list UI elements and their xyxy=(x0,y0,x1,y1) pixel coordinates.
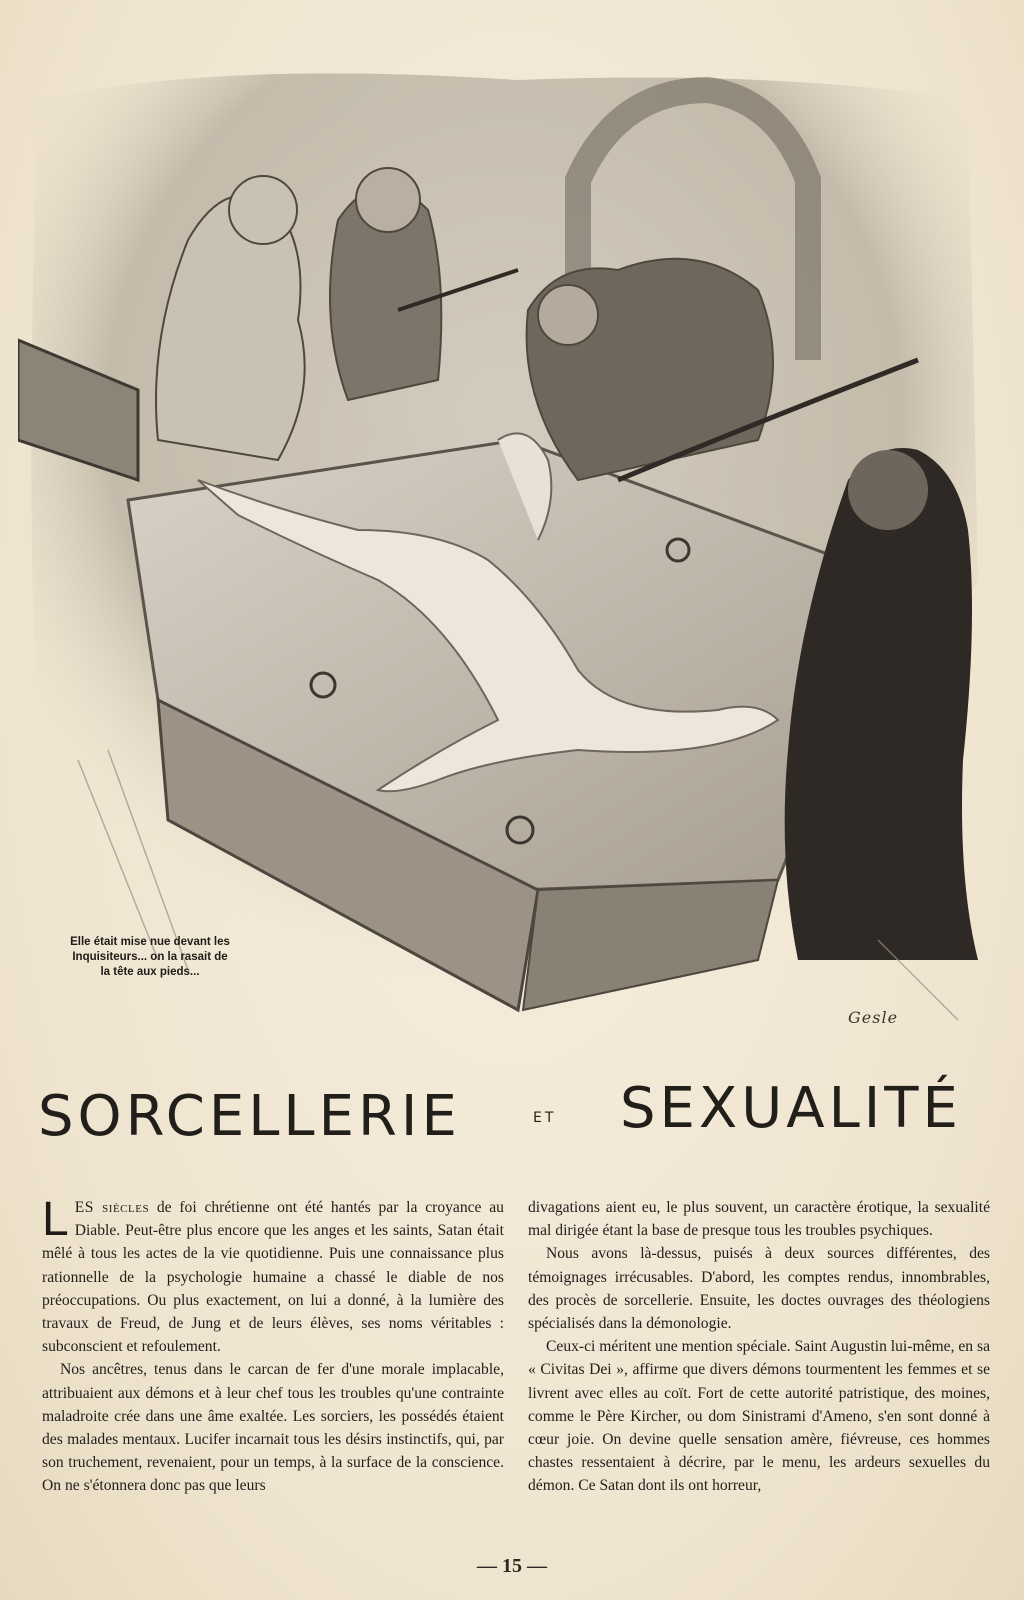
paragraph-text: de foi chrétienne ont été hantés par la croyance au Diable. Peut-être plus encore que les anges et les saints, Satan était mêlé à tous les actes de la vie quotidienne. Puis une connaissance plus rationnelle de la psychologie humaine a chassé le diable de nos préoccupations. Ou plus exactement, on lui a donné, à la lumière des travaux de Freud, de Jung et de leurs élèves, ses noms véritables : subconscient et refoulement. xyxy=(42,1199,504,1356)
title-word-sorcellerie: SORCELLERIE xyxy=(38,1084,461,1149)
paragraph: Nos ancêtres, tenus dans le carcan de fer d'une morale implacable, attribuaient aux démons et à leur chef tous les troubles qu'une contrainte maladroite crée dans une âme exaltée. Les sorciers, les possédés étaient des malades mentaux. Lucifer incarnait tous les désirs instinctifs, qui, par son truchement, revenaient, pour un temps, à la surface de la conscience. On ne s'étonnera donc pas que leurs xyxy=(42,1361,504,1495)
caption-line: la tête aux pieds... xyxy=(100,966,200,978)
caption-line: Elle était mise nue devant les xyxy=(70,936,230,948)
paragraph: Nous avons là-dessus, puisés à deux sources différentes, des témoignages irrécusables. D'abord, les comptes rendus, innombrables, des procès de sorcellerie. Ensuite, les doctes ouvrages des théologiens spécialisés dans la démonologie. xyxy=(528,1245,990,1333)
caption-line: Inquisiteurs... on la rasait de xyxy=(72,951,228,963)
drop-cap: L xyxy=(42,1193,69,1246)
paragraph: Ceux-ci méritent une mention spéciale. Saint Augustin lui-même, en sa « Civitas Dei », affirme que divers démons tourmentent les femmes et se livrent avec elles au coït. Fort de cette autorité patristique, des moines, comme le Père Kircher, ou dom Sinistrami d'Ameno, s'en sont donné à cœur joie. On devine quelle sensation amère, fiévreuse, ces hommes chastes ressentaient à décrire, par le menu, les ardeurs sexuelles du démon. Ce Satan dont ils ont horreur, xyxy=(528,1338,990,1495)
article-column-2 xyxy=(528,1196,990,1498)
paragraph xyxy=(42,1193,504,1358)
lead-in: ES siècles xyxy=(74,1199,150,1216)
article-title xyxy=(38,1076,988,1154)
title-conjunction: ET xyxy=(533,1110,557,1126)
paragraph: divagations aient eu, le plus souvent, un caractère érotique, la sexualité mal dirigée étant la base de presque tous les troubles psychiques. xyxy=(528,1199,990,1240)
page-number: — 15 — xyxy=(477,1555,547,1577)
illustration-caption xyxy=(40,935,260,980)
artist-signature: Gesle xyxy=(848,1008,899,1027)
title-word-sexualite: SEXUALITÉ xyxy=(620,1076,962,1141)
inquisition-illustration xyxy=(18,60,1004,1050)
article-column-1 xyxy=(42,1193,504,1498)
